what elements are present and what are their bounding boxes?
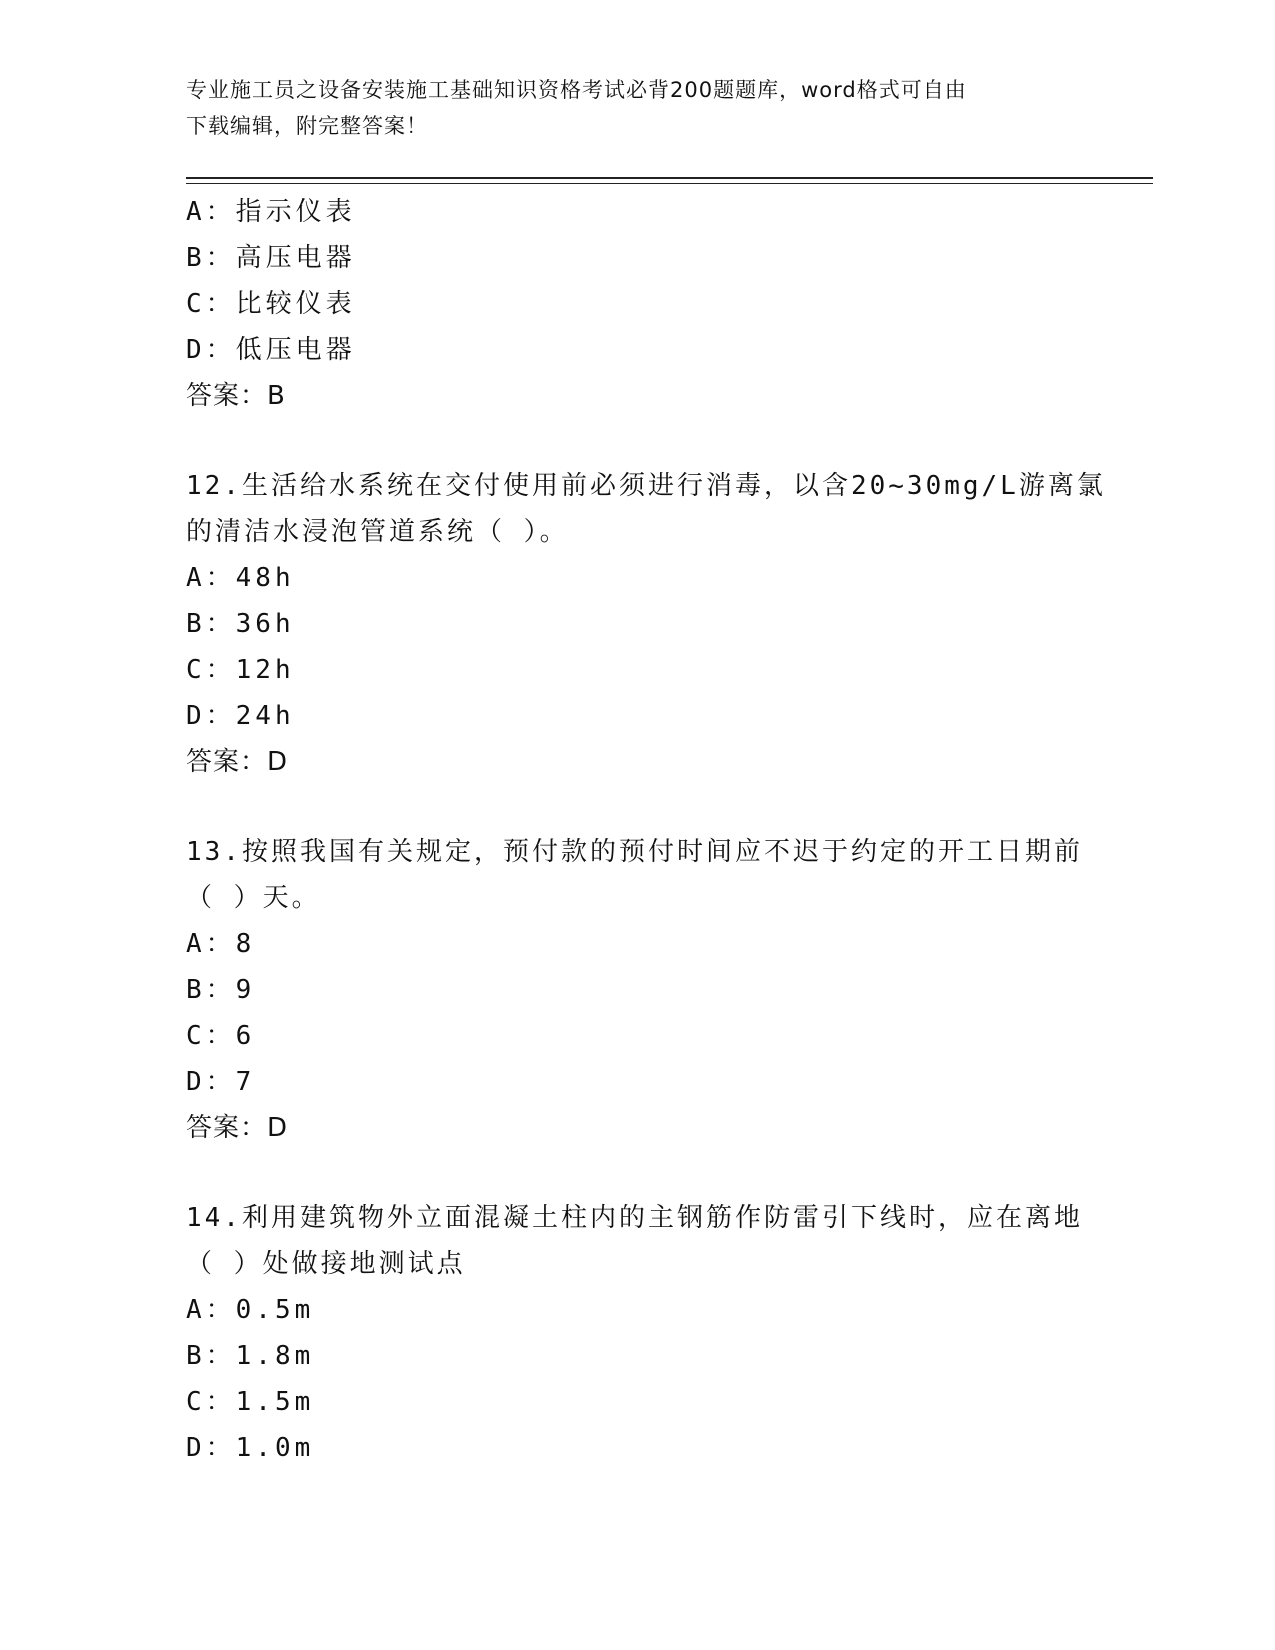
question-stem bbox=[186, 463, 1106, 555]
option-d: D：1.0m bbox=[186, 1433, 315, 1463]
document-header bbox=[186, 72, 1066, 144]
option-a: A：指示仪表 bbox=[186, 197, 356, 227]
option-a: A：8 bbox=[186, 929, 256, 959]
option-b: B：9 bbox=[186, 975, 256, 1005]
option-c: C：12h bbox=[186, 655, 295, 685]
option-c: C：6 bbox=[186, 1021, 256, 1051]
option-d: D：低压电器 bbox=[186, 335, 356, 365]
option-d: D：7 bbox=[186, 1067, 256, 1097]
question-stem bbox=[186, 1195, 1086, 1287]
header-line-2: 下载编辑，附完整答案！ bbox=[186, 114, 428, 138]
question-12 bbox=[186, 463, 1106, 785]
answer: 答案：D bbox=[186, 747, 289, 777]
option-d: D：24h bbox=[186, 701, 295, 731]
question-list bbox=[186, 189, 1106, 1471]
question-stem-line: （ ）处做接地测试点 bbox=[186, 1249, 466, 1279]
option-b: B：36h bbox=[186, 609, 295, 639]
option-b: B：高压电器 bbox=[186, 243, 356, 273]
question-stem bbox=[186, 829, 1086, 921]
question-stem-line: （ ）天。 bbox=[186, 883, 321, 913]
header-divider-bottom bbox=[186, 183, 1153, 184]
option-b: B：1.8m bbox=[186, 1341, 315, 1371]
option-c: C：1.5m bbox=[186, 1387, 315, 1417]
answer: 答案：D bbox=[186, 1113, 289, 1143]
question-13 bbox=[186, 829, 1086, 1151]
question-stem-line: 13.按照我国有关规定，预付款的预付时间应不迟于约定的开工日期前 bbox=[186, 837, 1083, 867]
question-stem-line: 12.生活给水系统在交付使用前必须进行消毒，以含20~30mg/L游离氯 bbox=[186, 471, 1106, 501]
question-stem-line: 的清洁水浸泡管道系统（ ）。 bbox=[186, 517, 569, 547]
answer: 答案：B bbox=[186, 381, 286, 411]
question-11 bbox=[186, 189, 1086, 419]
header-divider-top bbox=[186, 177, 1153, 179]
option-c: C：比较仪表 bbox=[186, 289, 356, 319]
question-14 bbox=[186, 1195, 1086, 1471]
option-a: A：48h bbox=[186, 563, 295, 593]
option-a: A：0.5m bbox=[186, 1295, 315, 1325]
header-line-1: 专业施工员之设备安装施工基础知识资格考试必背200题题库，word格式可自由 bbox=[186, 78, 967, 102]
question-stem-line: 14.利用建筑物外立面混凝土柱内的主钢筋作防雷引下线时，应在离地 bbox=[186, 1203, 1083, 1233]
